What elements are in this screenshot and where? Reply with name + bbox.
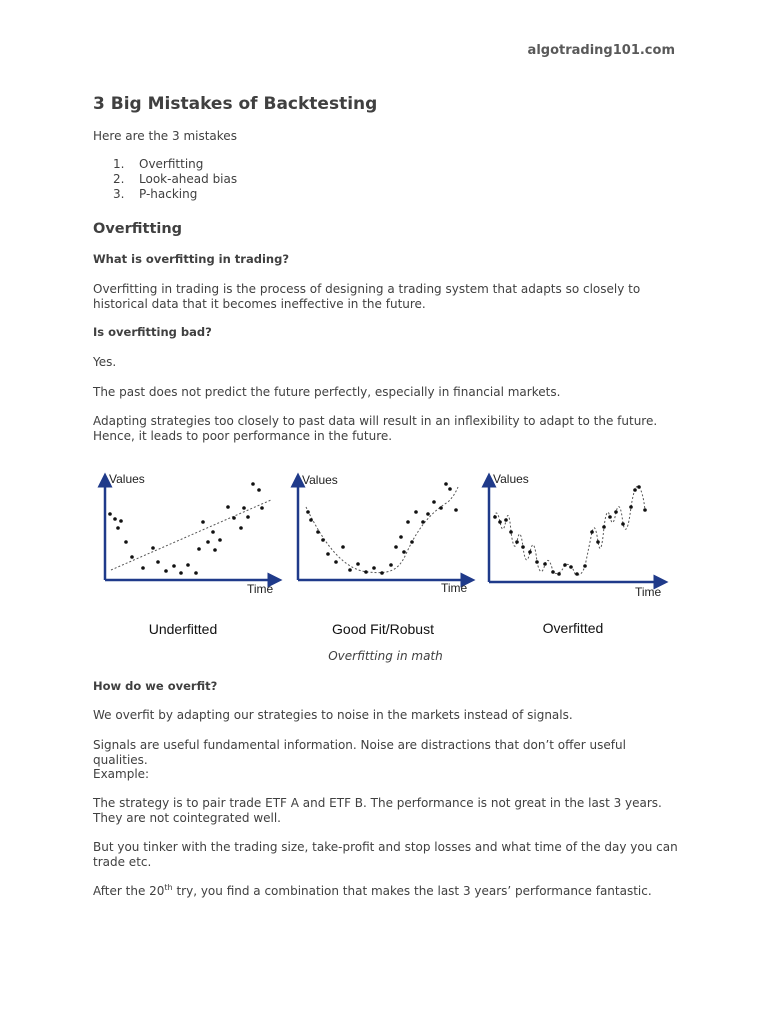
panel-title-underfitted: Underfitted — [148, 621, 218, 637]
paragraph-noise-vs-signals: We overfit by adapting our strategies to noise in the markets instead of signals. — [93, 708, 573, 722]
fit-comparison-illustration — [93, 462, 678, 652]
robust-fit-curve — [306, 487, 458, 573]
section-heading-overfitting: Overfitting — [93, 221, 183, 237]
x-axis-label: Time — [441, 581, 468, 595]
answer-overfitting-definition: Overfitting in trading is the process of designing a trading system that adapts so closely to historical data that it becomes ineffective in the future. — [93, 282, 641, 311]
list-item — [113, 187, 237, 202]
overfit-curve — [494, 486, 645, 575]
list-item-label: Overfitting — [139, 157, 204, 171]
panel-good-fit — [298, 473, 468, 637]
page-title: 3 Big Mistakes of Backtesting — [93, 94, 378, 114]
linear-fit-line — [111, 500, 271, 570]
paragraph-example-label: Example: — [93, 767, 150, 781]
site-domain: algotrading101.com — [527, 43, 675, 58]
list-item-label: P-hacking — [139, 187, 198, 201]
x-axis-label: Time — [635, 585, 662, 599]
y-axis-label: Values — [493, 472, 529, 486]
paragraph-past-future: The past does not predict the future perfectly, especially in financial markets. — [93, 385, 561, 399]
paragraph-pair-trade: The strategy is to pair trade ETF A and ETF B. The performance is not great in the last 3 years. They are not cointegrated well. — [93, 796, 662, 825]
question-how-do-we-overfit: How do we overfit? — [93, 679, 218, 693]
panel-overfitted — [489, 472, 662, 636]
paragraph-adapting-strategies: Adapting strategies too closely to past data will result in an inflexibility to adapt to the future. Hence, it leads to poor performance in the future. — [93, 414, 658, 443]
list-number: 3. — [113, 187, 125, 201]
list-item-label: Look-ahead bias — [139, 172, 238, 186]
scatter-points — [108, 482, 264, 575]
scatter-points — [306, 482, 458, 575]
paragraph-signals-definition: Signals are useful fundamental information. Noise are distractions that don’t offer useful qualities. — [93, 738, 626, 767]
panel-title-good-fit: Good Fit/Robust — [332, 621, 434, 637]
text-after-superscript: try, you find a combination that makes the last 3 years’ performance fantastic. — [172, 884, 652, 898]
question-what-is-overfitting: What is overfitting in trading? — [93, 252, 289, 266]
list-item — [113, 172, 237, 187]
y-axis-label: Values — [109, 472, 145, 486]
panel-underfitted — [105, 472, 275, 637]
paragraph-twentieth-try — [93, 884, 678, 899]
list-item — [113, 157, 237, 172]
list-number: 1. — [113, 157, 125, 171]
question-is-overfitting-bad: Is overfitting bad? — [93, 325, 212, 339]
figure-caption: Overfitting in math — [328, 649, 443, 663]
superscript-th: th — [164, 883, 173, 892]
y-axis-label: Values — [302, 473, 338, 487]
text-before-superscript: After the 20 — [93, 884, 165, 898]
x-axis-label: Time — [247, 582, 274, 596]
list-number: 2. — [113, 172, 125, 186]
intro-text: Here are the 3 mistakes — [93, 129, 237, 143]
answer-yes: Yes. — [93, 355, 117, 369]
mistakes-list — [113, 157, 237, 202]
scatter-points — [493, 485, 647, 576]
panel-title-overfitted: Overfitted — [542, 620, 604, 636]
overfitting-figure — [93, 462, 678, 652]
paragraph-tinker: But you tinker with the trading size, take-profit and stop losses and what time of the day you can trade etc. — [93, 840, 678, 869]
